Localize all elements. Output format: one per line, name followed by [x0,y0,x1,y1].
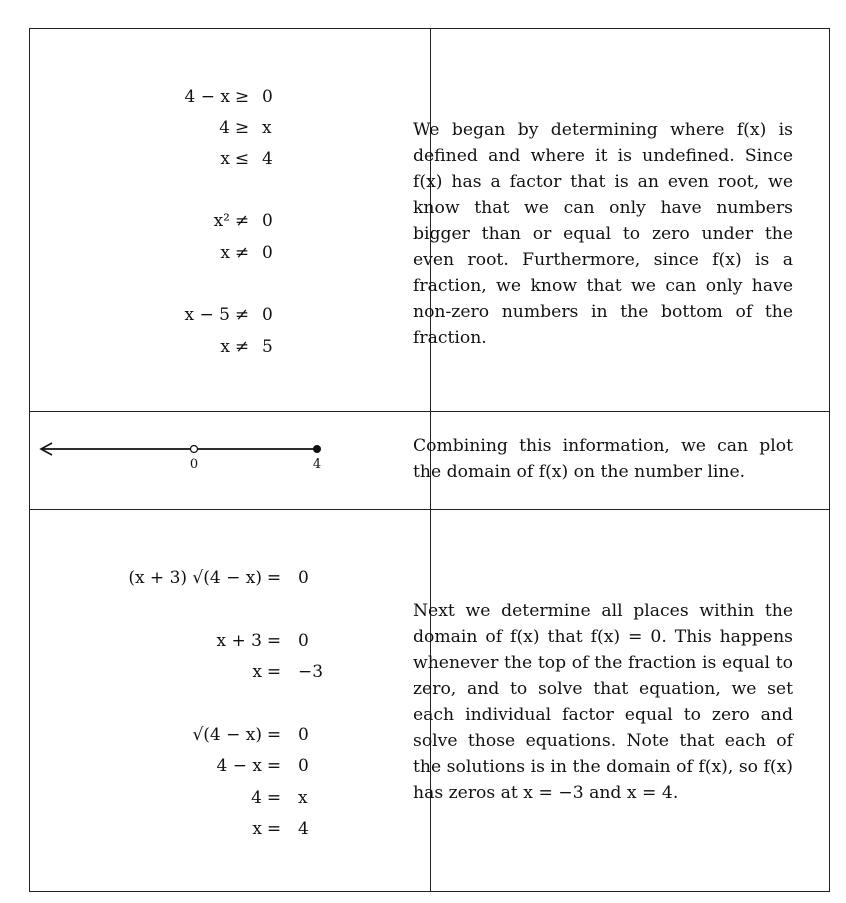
equation-operator: = [266,819,282,839]
domain-explanation [413,117,793,351]
equation-lhs: 4 − x [216,756,262,776]
number-line [30,430,430,480]
number-line-label-4: 4 [312,457,322,472]
equation-row [0,117,272,139]
equation-lhs: (x + 3) √(4 − x) [128,568,262,588]
equation-rhs: x [298,788,308,808]
number-line-label-0: 0 [189,457,199,472]
equation-rhs: 4 [262,149,273,169]
number-line-explanation-text: Combining this information, we can plot the domain of f(x) on the number line. [413,436,793,482]
equation-operator: ≤ [234,149,250,169]
equation-rhs: 5 [262,337,273,357]
equation-lhs: x [252,662,262,682]
equation-rhs: 0 [262,243,273,263]
domain-explanation-text: We began by determining where f(x) is defined and where it is undefined. Since f(x) has a factor that is an even root, we know that we can only have numbers bigger than or equal to zero under the even root. Furthermore, since f(x) is a fraction, we know that we can only have non-zero numbers in the bottom of the fraction. [413,120,793,348]
equation-operator: ≠ [234,305,250,325]
equation-lhs: x [220,149,230,169]
equation-operator: = [266,756,282,776]
equation-rhs: 4 [298,819,309,839]
equation-row [0,661,324,683]
equation-operator: ≥ [234,87,250,107]
equation-lhs: 4 [219,118,230,138]
equation-rhs: x [262,118,272,138]
equation-operator: ≠ [234,337,250,357]
equation-row [0,210,273,232]
equation-rhs: 0 [298,631,309,651]
equation-lhs: x + 3 [216,631,262,651]
equation-row [0,818,309,840]
zeros-explanation [413,598,793,806]
open-circle-icon [191,446,198,453]
equation-lhs: x [220,243,230,263]
row-divider-1 [30,411,829,412]
equation-row [0,787,308,809]
equation-rhs: 0 [298,568,309,588]
equation-operator: = [266,788,282,808]
equation-row [0,724,309,746]
equation-operator: = [266,725,282,745]
equation-rhs: 0 [298,725,309,745]
equation-operator: = [266,662,282,682]
equation-rhs: 0 [262,211,273,231]
row-divider-2 [30,509,829,510]
equation-row [0,630,309,652]
equation-lhs: 4 [251,788,262,808]
number-line-explanation [413,433,793,485]
equation-rhs: 0 [262,305,273,325]
equation-lhs: 4 − x [184,87,230,107]
equation-row [0,242,273,264]
zeros-explanation-text: Next we determine all places within the domain of f(x) that f(x) = 0. This happens whenever the top of the fraction is equal to zero, and to solve that equation, we set each individual factor equal to zero and solve those equations. Note that each of the solutions is in the domain of f(x), so f(x) has zeros at x = −3 and x = 4. [413,601,793,803]
equation-lhs: x − 5 [184,305,230,325]
equation-operator: ≠ [234,243,250,263]
equation-operator: ≥ [234,118,250,138]
equation-lhs: x² [213,211,230,231]
equation-lhs: √(4 − x) [192,725,262,745]
equation-lhs: x [220,337,230,357]
equation-operator: = [266,568,282,588]
equation-row [0,755,309,777]
closed-circle-icon [313,445,321,453]
equation-row [0,567,309,589]
equation-lhs: x [252,819,262,839]
equation-row [0,336,273,358]
equation-operator: = [266,631,282,651]
equation-row [0,148,273,170]
equation-operator: ≠ [234,211,250,231]
equation-rhs: 0 [298,756,309,776]
equation-rhs: −3 [298,662,324,682]
equation-row [0,86,273,108]
equation-row [0,304,273,326]
equation-rhs: 0 [262,87,273,107]
